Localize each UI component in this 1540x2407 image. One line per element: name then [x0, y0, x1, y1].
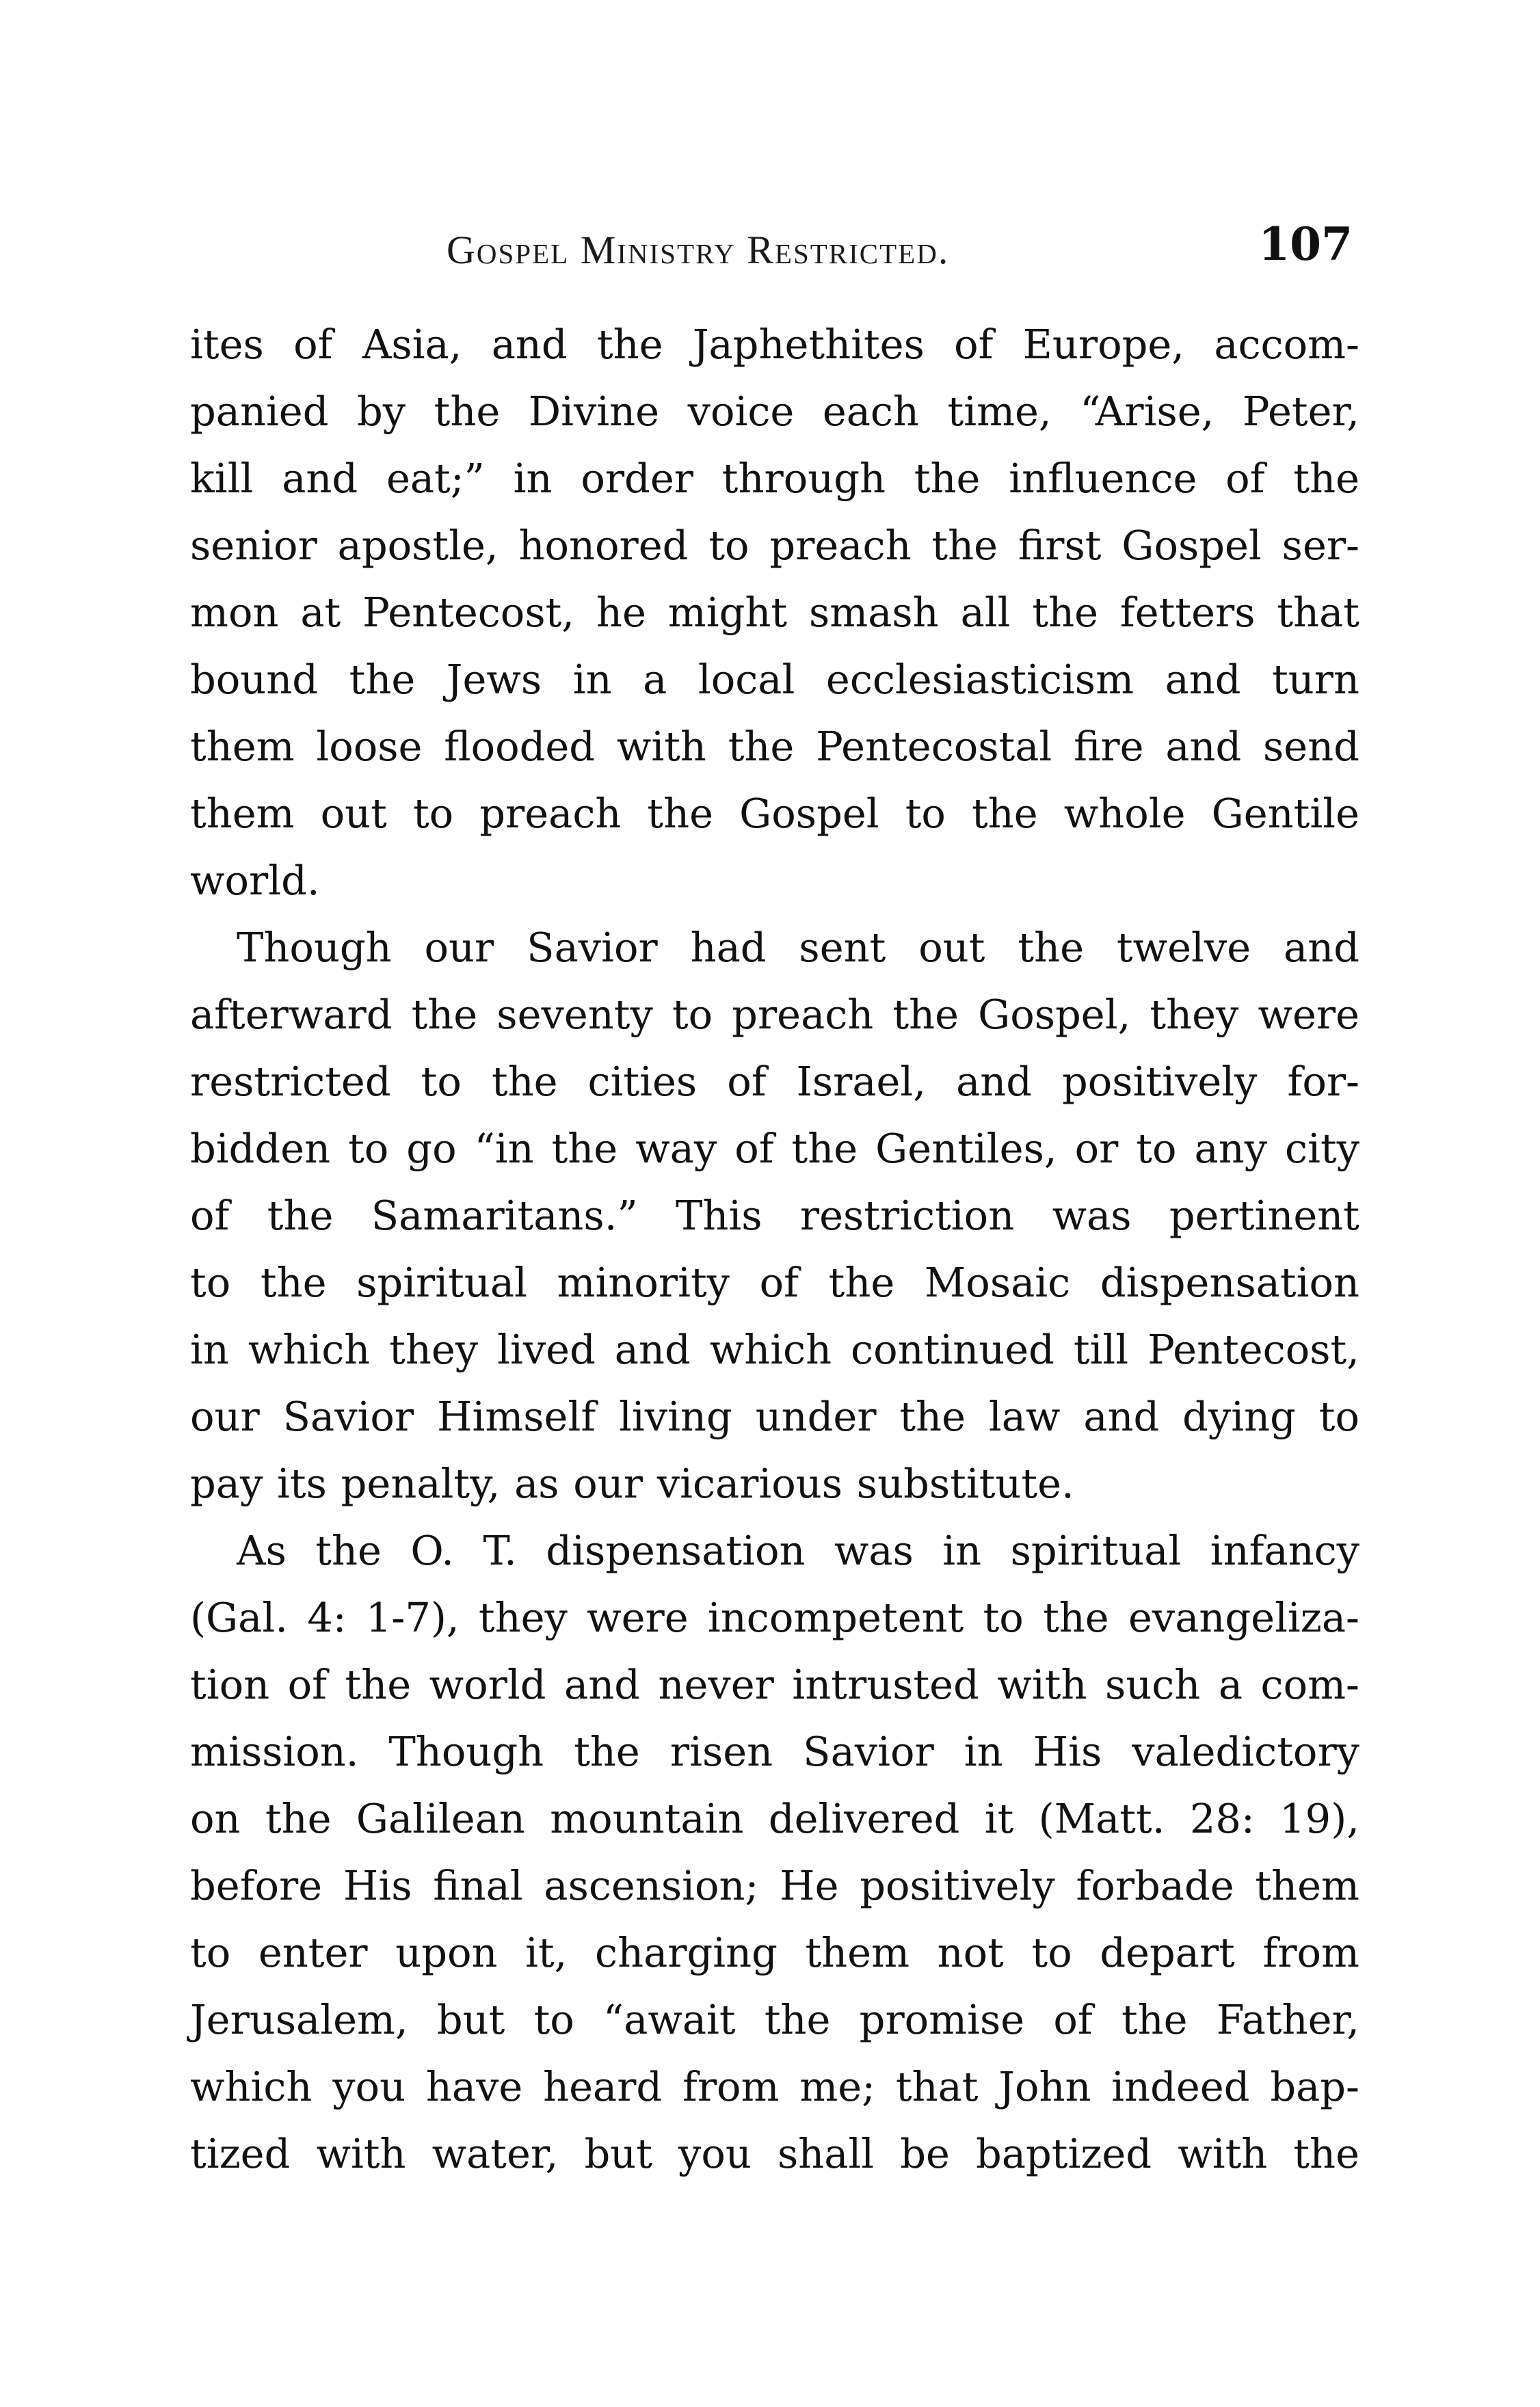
text-line: before His final ascension; He positively forbade them — [190, 1862, 1359, 1909]
text-line: Jerusalem, but to “await the promise of the Father, — [190, 1996, 1359, 2043]
text-line: As the O. T. dispensation was in spiritual infancy — [237, 1527, 1359, 1574]
page-number: 107 — [1258, 217, 1353, 271]
text-line: bidden to go “in the way of the Gentiles, or to any city — [190, 1125, 1359, 1172]
text-line: mission. Though the risen Savior in His valedictory — [190, 1728, 1359, 1775]
text-line: them loose flooded with the Pentecostal fire and send — [190, 723, 1359, 770]
text-line: pay its penalty, as our vicarious substitute. — [190, 1460, 1074, 1507]
text-line: of the Samaritans.” This restriction was pertinent — [190, 1192, 1359, 1239]
text-line: tion of the world and never intrusted with such a com- — [190, 1661, 1359, 1708]
text-line: to enter upon it, charging them not to depart from — [190, 1929, 1359, 1976]
text-line: restricted to the cities of Israel, and positively for- — [190, 1058, 1359, 1105]
text-line: panied by the Divine voice each time, “Arise, Peter, — [190, 388, 1359, 435]
running-head: Gospel Ministry Restricted. — [447, 228, 950, 272]
paragraph — [190, 1517, 1359, 2187]
text-line: (Gal. 4: 1-7), they were incompetent to the evangeliza- — [190, 1594, 1359, 1641]
page-header — [190, 217, 1353, 279]
body-text — [190, 311, 1359, 2187]
text-line: on the Galilean mountain delivered it (Matt. 28: 19), — [190, 1795, 1359, 1842]
text-line: them out to preach the Gospel to the whole Gentile — [190, 790, 1359, 837]
text-line: afterward the seventy to preach the Gospel, they were — [190, 991, 1359, 1038]
text-line: world. — [190, 857, 320, 904]
text-line: our Savior Himself living under the law and dying to — [190, 1393, 1359, 1440]
text-line: to the spiritual minority of the Mosaic dispensation — [190, 1259, 1359, 1306]
text-line: kill and eat;” in order through the influence of the — [190, 455, 1359, 502]
text-line: tized with water, but you shall be baptized with the — [190, 2130, 1359, 2177]
text-line: mon at Pentecost, he might smash all the fetters that — [190, 589, 1359, 636]
text-line: in which they lived and which continued till Pentecost, — [190, 1326, 1359, 1373]
paragraph — [190, 311, 1359, 914]
text-line: Though our Savior had sent out the twelve and — [237, 924, 1359, 971]
paragraph — [190, 914, 1359, 1517]
text-line: bound the Jews in a local ecclesiasticism and turn — [190, 656, 1359, 703]
text-line: ites of Asia, and the Japhethites of Europe, accom- — [190, 321, 1359, 368]
text-line: which you have heard from me; that John indeed bap- — [190, 2063, 1359, 2110]
text-line: senior apostle, honored to preach the first Gospel ser- — [190, 522, 1359, 569]
